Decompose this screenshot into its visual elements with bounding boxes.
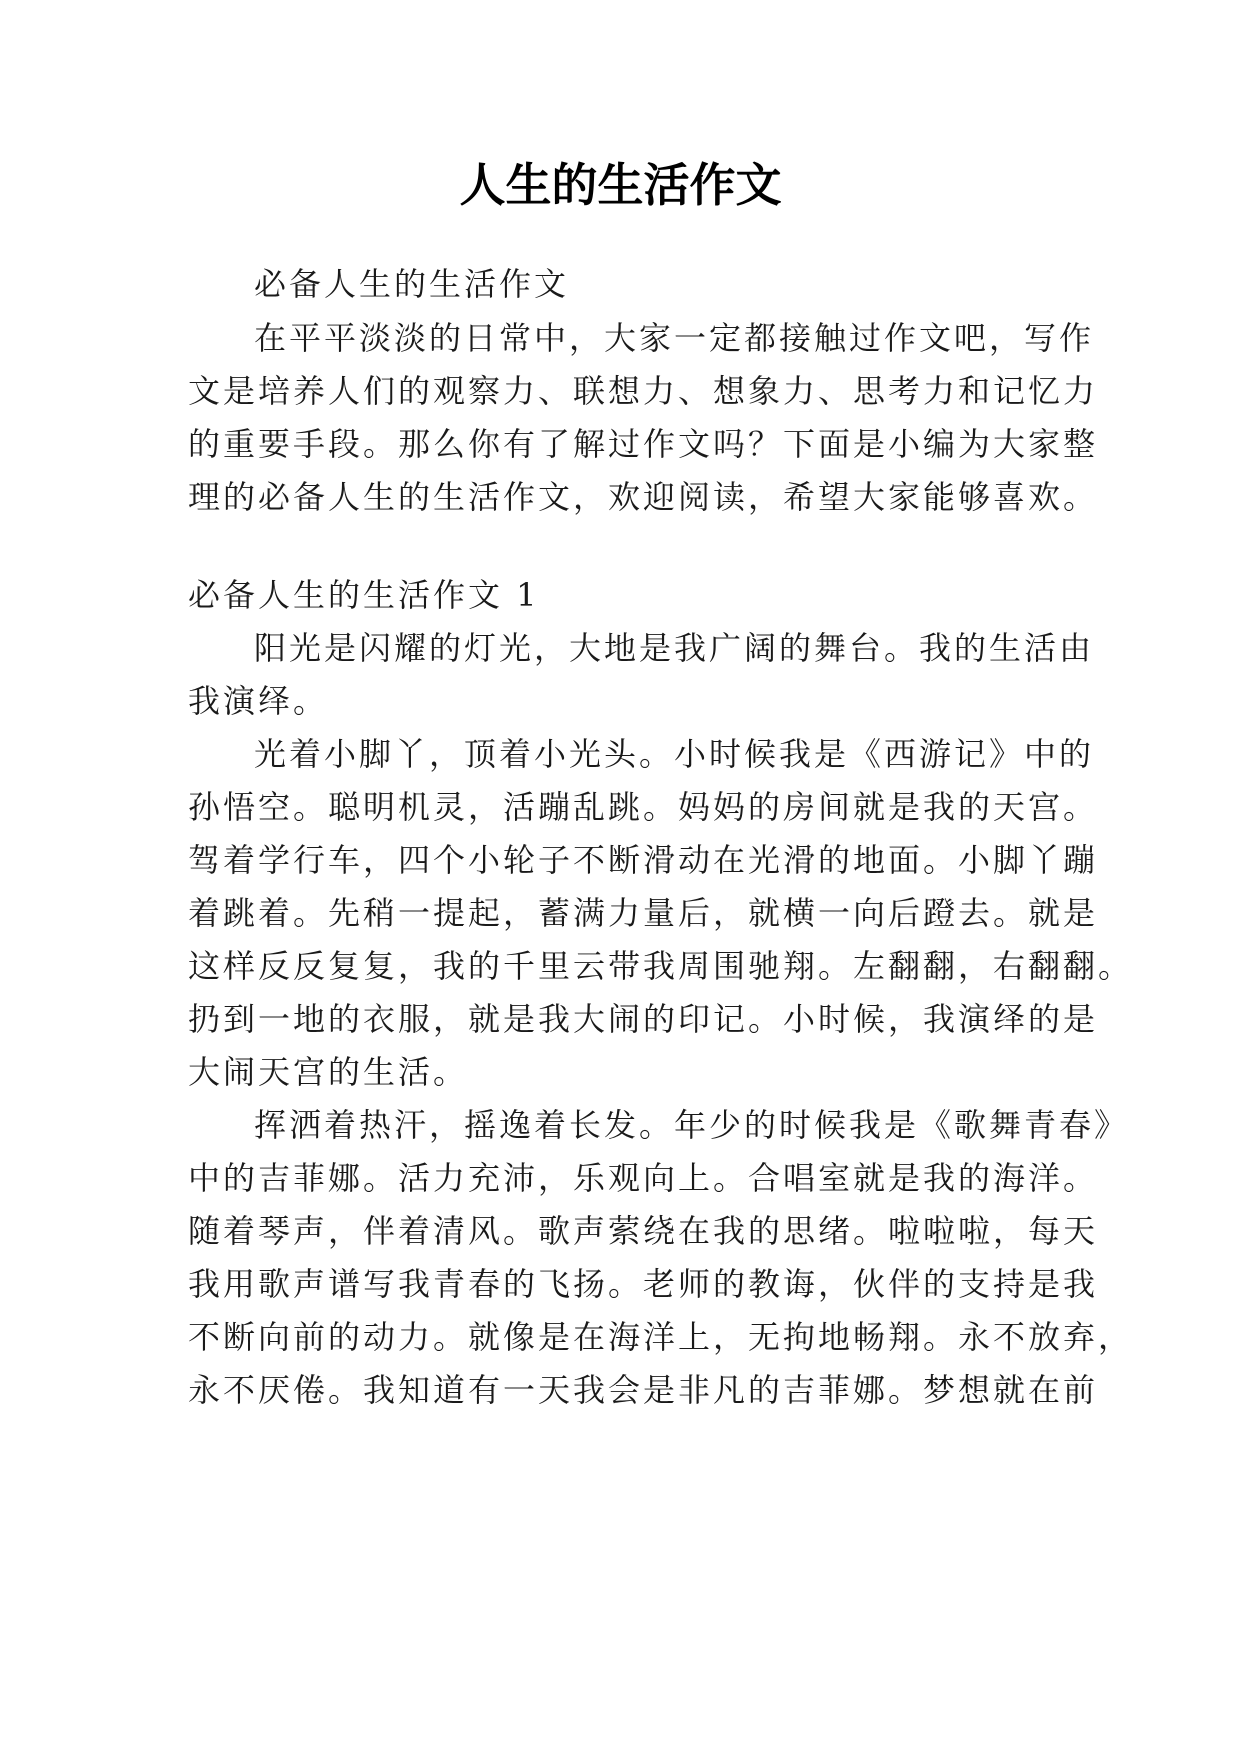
body-line: 随着琴声，伴着清风。歌声萦绕在我的思绪。啦啦啦，每天 — [188, 1212, 1099, 1250]
body-line: 不断向前的动力。就像是在海洋上，无拘地畅翔。永不放弃， — [188, 1318, 1134, 1356]
body-line: 中的吉菲娜。活力充沛，乐观向上。合唱室就是我的海洋。 — [188, 1159, 1099, 1197]
body-line: 阳光是闪耀的灯光，大地是我广阔的舞台。我的生活由 — [254, 629, 1095, 667]
body-line: 我演绎。 — [188, 682, 329, 720]
body-line: 着跳着。先稍一提起，蓄满力量后，就横一向后蹬去。就是 — [188, 894, 1099, 932]
intro-line: 理的必备人生的生活作文，欢迎阅读，希望大家能够喜欢。 — [188, 478, 1099, 516]
body-line: 这样反反复复，我的千里云带我周围驰翔。左翻翻，右翻翻。 — [188, 947, 1134, 985]
body-line: 孙悟空。聪明机灵，活蹦乱跳。妈妈的房间就是我的天宫。 — [188, 788, 1099, 826]
body-line: 扔到一地的衣服，就是我大闹的印记。小时候，我演绎的是 — [188, 1000, 1099, 1038]
body-line: 驾着学行车，四个小轮子不断滑动在光滑的地面。小脚丫蹦 — [188, 841, 1099, 879]
body-line: 我用歌声谱写我青春的飞扬。老师的教诲，伙伴的支持是我 — [188, 1265, 1099, 1303]
body-line: 挥洒着热汗，摇逸着长发。年少的时候我是《歌舞青春》 — [254, 1106, 1130, 1144]
intro-heading: 必备人生的生活作文 — [254, 265, 570, 303]
intro-line: 的重要手段。那么你有了解过作文吗？下面是小编为大家整 — [188, 425, 1099, 463]
intro-line: 在平平淡淡的日常中，大家一定都接触过作文吧，写作 — [254, 319, 1095, 357]
body-line: 永不厌倦。我知道有一天我会是非凡的吉菲娜。梦想就在前 — [188, 1371, 1099, 1409]
body-line: 光着小脚丫，顶着小光头。小时候我是《西游记》中的 — [254, 735, 1095, 773]
section-heading: 必备人生的生活作文 1 — [188, 576, 540, 614]
intro-line: 文是培养人们的观察力、联想力、想象力、思考力和记忆力 — [188, 372, 1099, 410]
document-title: 人生的生活作文 — [459, 158, 782, 212]
body-line: 大闹天宫的生活。 — [188, 1053, 469, 1091]
